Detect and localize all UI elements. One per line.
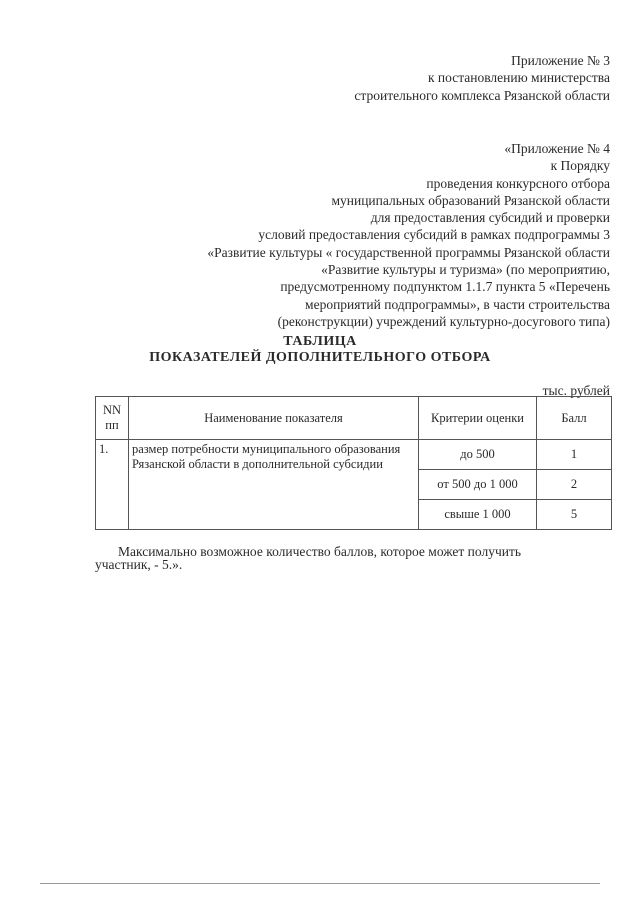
table-subtitle: ПОКАЗАТЕЛЕЙ ДОПОЛНИТЕЛЬНОГО ОТБОРА xyxy=(149,350,491,365)
appendix-3-line-3: строительного комплекса Рязанской области xyxy=(354,87,610,103)
criterion-cell: от 500 до 1 000 xyxy=(419,470,537,500)
appendix-4-line: для предоставления субсидий и проверки xyxy=(370,210,610,226)
max-score-note: Максимально возможное количество баллов, которое может получить xyxy=(118,544,522,559)
appendix-4-line: «Развитие культуры и туризма» (по мероприятию, xyxy=(321,262,610,278)
appendix-4-line: условий предоставления субсидий в рамках подпрограммы 3 xyxy=(258,227,610,243)
appendix-4-line: «Приложение № 4 xyxy=(504,141,610,156)
appendix-3-heading xyxy=(354,52,610,104)
table-header-row xyxy=(96,397,612,440)
page-edge-line xyxy=(40,883,600,884)
units-label: тыс. рублей xyxy=(542,383,610,398)
appendix-4-line: «Развитие культуры « государственной программы Рязанской области xyxy=(207,244,610,260)
criterion-cell: свыше 1 000 xyxy=(419,500,537,530)
score-cell: 5 xyxy=(537,500,612,530)
appendix-4-line: предусмотренному подпунктом 1.1.7 пункта 5 «Перечень xyxy=(280,279,610,295)
appendix-4-heading xyxy=(207,140,610,330)
header-criteria: Критерии оценки xyxy=(419,397,537,440)
criterion-cell: до 500 xyxy=(419,440,537,470)
score-cell: 1 xyxy=(537,440,612,470)
header-indicator: Наименование показателя xyxy=(129,397,419,440)
appendix-4-line: проведения конкурсного отбора xyxy=(426,175,610,191)
appendix-4-line: мероприятий подпрограммы», в части строительства xyxy=(305,296,610,312)
header-number: NN пп xyxy=(96,397,129,440)
appendix-4-line: к Порядку xyxy=(550,158,610,174)
max-score-note-end: участник, - 5.». xyxy=(95,557,183,572)
appendix-4-line: муниципальных образований Рязанской области xyxy=(331,192,610,208)
appendix-4-line: (реконструкции) учреждений культурно-досугового типа) xyxy=(277,313,610,329)
appendix-3-line-1: Приложение № 3 xyxy=(511,53,610,68)
score-cell: 2 xyxy=(537,470,612,500)
indicator-name: размер потребности муниципального образования Рязанской области в дополнительной субсидии xyxy=(129,440,419,530)
header-score: Балл xyxy=(537,397,612,440)
row-number: 1. xyxy=(96,440,129,530)
table-title: ТАБЛИЦА xyxy=(283,334,357,349)
indicators-table xyxy=(95,396,612,530)
table-row xyxy=(96,440,612,470)
appendix-3-line-2: к постановлению министерства xyxy=(427,70,610,86)
